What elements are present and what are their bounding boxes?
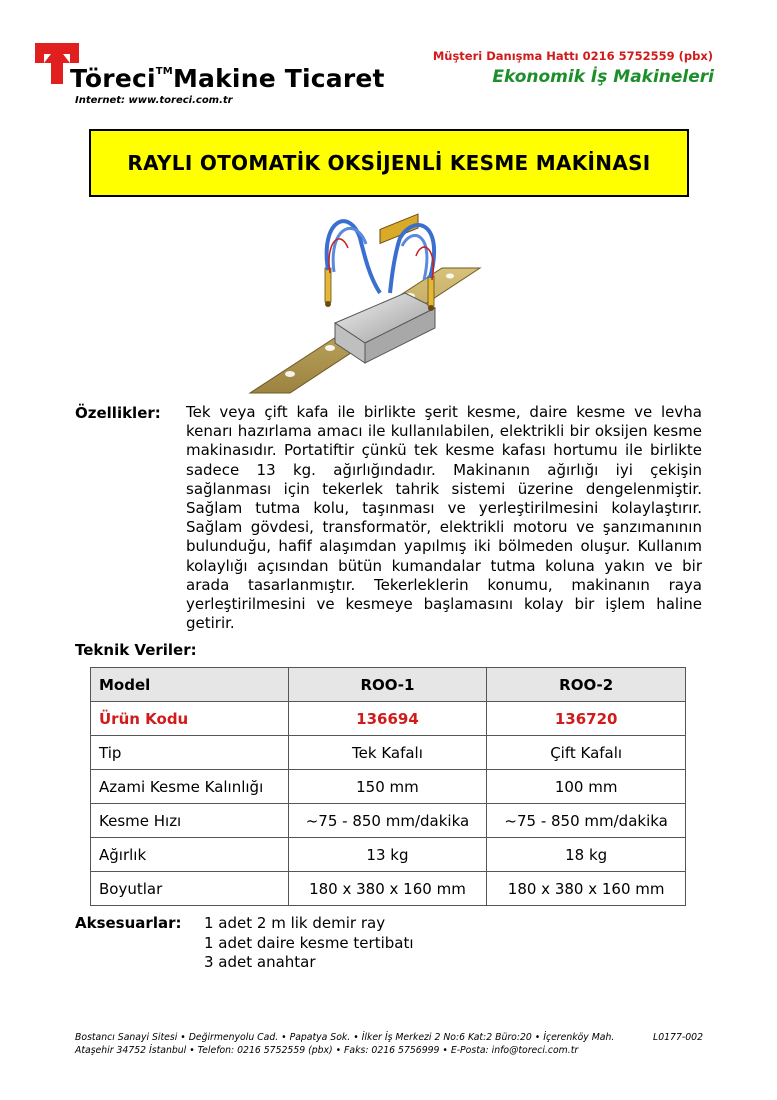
table-cell: 180 x 380 x 160 mm xyxy=(288,872,487,906)
table-cell: Kesme Hızı xyxy=(91,804,289,838)
accessories-label: Aksesuarlar: xyxy=(75,914,182,932)
table-cell: 136720 xyxy=(487,702,686,736)
table-cell: Tip xyxy=(91,736,289,770)
table-cell: Tek Kafalı xyxy=(288,736,487,770)
table-header-cell: Model xyxy=(91,668,289,702)
footer xyxy=(75,1031,703,1057)
table-cell: ~75 - 850 mm/dakika xyxy=(487,804,686,838)
table-header-cell: ROO-1 xyxy=(288,668,487,702)
table-row xyxy=(91,838,686,872)
table-row xyxy=(91,872,686,906)
table-cell: Çift Kafalı xyxy=(487,736,686,770)
list-item: 3 adet anahtar xyxy=(204,953,316,971)
footer-contact: Ataşehir 34752 İstanbul • Telefon: 0216 5752559 (pbx) • Faks: 0216 5756999 • E-Posta: info@toreci.com.tr xyxy=(75,1045,579,1056)
company-name-first: Töreci xyxy=(70,64,156,93)
spec-table xyxy=(90,667,686,906)
table-cell: 13 kg xyxy=(288,838,487,872)
table-header-cell: ROO-2 xyxy=(487,668,686,702)
table-cell: 18 kg xyxy=(487,838,686,872)
list-item: 1 adet 2 m lik demir ray xyxy=(204,914,386,932)
technical-data-label: Teknik Veriler: xyxy=(75,641,197,659)
table-cell: Boyutlar xyxy=(91,872,289,906)
table-header-row xyxy=(91,668,686,702)
table-row xyxy=(91,770,686,804)
customer-hotline: Müşteri Danışma Hattı 0216 5752559 (pbx) xyxy=(432,49,713,63)
website[interactable]: Internet: www.toreci.com.tr xyxy=(75,95,233,106)
product-code-row xyxy=(91,702,686,736)
company-name-rest: Makine Ticaret xyxy=(172,64,385,93)
table-cell: ~75 - 850 mm/dakika xyxy=(288,804,487,838)
table-cell: 136694 xyxy=(288,702,487,736)
table-cell: 180 x 380 x 160 mm xyxy=(487,872,686,906)
features-label: Özellikler: xyxy=(75,404,161,422)
list-item: 1 adet daire kesme tertibatı xyxy=(204,933,414,952)
table-cell: 100 mm xyxy=(487,770,686,804)
table-cell: Ağırlık xyxy=(91,838,289,872)
table-row xyxy=(91,736,686,770)
table-row xyxy=(91,804,686,838)
company-name xyxy=(70,64,385,93)
document-title: RAYLI OTOMATİK OKSİJENLİ KESME MAKİNASI xyxy=(89,129,689,197)
document-code: L0177-002 xyxy=(653,1032,703,1043)
footer-address: Bostancı Sanayi Sitesi • Değirmenyolu Cad. • Papatya Sok. • İlker İş Merkezi 2 No:6 Kat:2 Büro:20 • İçerenköy Mah. xyxy=(75,1032,615,1043)
table-cell: Azami Kesme Kalınlığı xyxy=(91,770,289,804)
table-cell: Ürün Kodu xyxy=(91,702,289,736)
trademark: TM xyxy=(155,66,173,77)
accessories-list xyxy=(204,914,414,973)
table-cell: 150 mm xyxy=(288,770,487,804)
features-text: Tek veya çift kafa ile birlikte şerit kesme, daire kesme ve levha kenarı hazırlama amacı ile kullanılabilen, elektrikli bir oksijen kesme makinasıdır. Portatiftir çünkü tek kesme kafası hortumu ile birlikte sadece 13 kg. ağırlığındadır. Makinanın ağırlığı iyi çekişin sağlanması için tekerlek tahrik sistemi üzerine dengelenmiştir. Sağlam tutma kolu, taşınması ve yerleştirilmesini kolaylaştırır. Sağlam gövdesi, transformatör, elektrikli motoru ve şanzımanının bulunduğu, hafif alaşımdan yapılmış iki bölmeden oluşur. Kullanım kolaylığı açısından bütün kumandalar tutma koluna yakın ve bir arada tasarlanmıştır. Tekerleklerin konumu, makinanın raya yerleştirilmesini ve kesmeye başlamasını kolay bir işlem haline getirir. xyxy=(186,403,702,633)
slogan: Ekonomik İş Makineleri xyxy=(492,67,714,87)
product-image xyxy=(230,198,500,398)
